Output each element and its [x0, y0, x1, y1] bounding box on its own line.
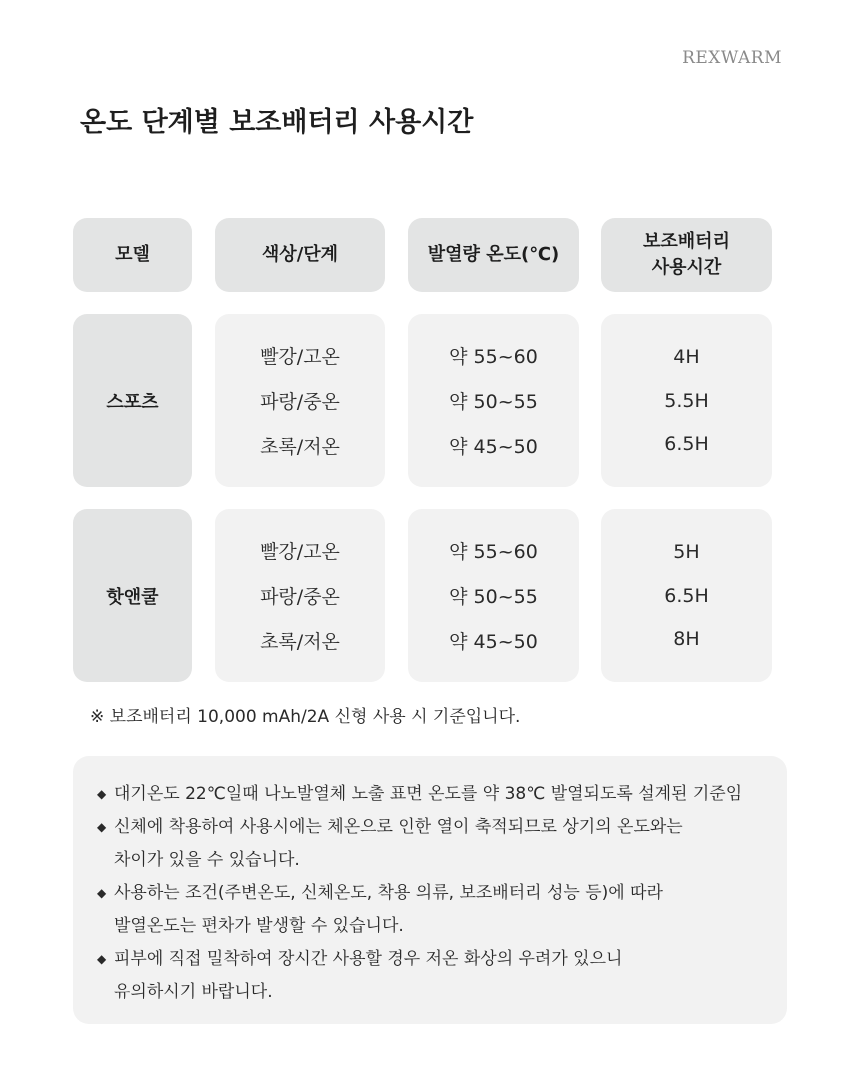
time-cell	[601, 509, 772, 682]
level-cell	[215, 509, 385, 682]
temp-text: 약 45~50	[449, 631, 538, 653]
diamond-bullet-icon: ◆	[97, 952, 107, 966]
time-text: 5H	[673, 540, 700, 563]
header-battery-time	[601, 218, 772, 292]
note-item	[97, 943, 763, 1009]
note-line: 피부에 직접 밀착하여 장시간 사용할 경우 저온 화상의 우려가 있으니	[114, 949, 623, 969]
model-cell	[73, 509, 192, 682]
time-text: 6.5H	[664, 584, 709, 607]
header-temp	[408, 218, 579, 292]
note-item	[97, 811, 763, 877]
time-cell	[601, 314, 772, 487]
header-level-label: 색상/단계	[261, 244, 339, 265]
level-text: 초록/저온	[260, 631, 340, 653]
model-name: 스포츠	[106, 391, 159, 413]
note-text	[114, 877, 763, 943]
note-text	[114, 811, 763, 877]
model-cell	[73, 314, 192, 487]
temp-text: 약 55~60	[449, 541, 538, 563]
level-cell	[215, 314, 385, 487]
note-line: 유의하시기 바랍니다.	[114, 982, 273, 1002]
header-model	[73, 218, 192, 292]
level-text: 파랑/중온	[260, 391, 340, 413]
header-level	[215, 218, 385, 292]
note-text	[114, 778, 763, 811]
time-text: 6.5H	[664, 433, 709, 456]
temp-text: 약 50~55	[449, 586, 538, 608]
temp-cell	[408, 509, 579, 682]
header-battery-time-line1: 보조배터리	[643, 231, 730, 252]
model-name: 핫앤쿨	[106, 586, 159, 608]
temp-text: 약 55~60	[449, 346, 538, 368]
header-temp-label: 발열량 온도(℃)	[427, 244, 560, 265]
diamond-bullet-icon: ◆	[97, 820, 107, 834]
footnote: ※ 보조배터리 10,000 mAh/2A 신형 사용 시 기준입니다.	[90, 707, 521, 727]
temp-text: 약 50~55	[449, 391, 538, 413]
header-battery-time-line2: 사용시간	[651, 257, 722, 278]
time-text: 8H	[673, 628, 700, 651]
temp-text: 약 45~50	[449, 436, 538, 458]
page-title: 온도 단계별 보조배터리 사용시간	[80, 107, 474, 138]
time-text: 5.5H	[664, 389, 709, 412]
note-item	[97, 778, 763, 811]
temp-cell	[408, 314, 579, 487]
note-line: 대기온도 22℃일때 나노발열체 노출 표면 온도를 약 38℃ 발열되도록 설계된 기준임	[114, 784, 743, 804]
header-model-label: 모델	[115, 244, 150, 265]
level-text: 파랑/중온	[260, 586, 340, 608]
note-text	[114, 943, 763, 1009]
note-line: 차이가 있을 수 있습니다.	[114, 850, 300, 870]
time-text: 4H	[673, 345, 700, 368]
notes-box	[73, 756, 787, 1024]
brand-logo: REXWARM	[682, 48, 782, 68]
diamond-bullet-icon: ◆	[97, 886, 107, 900]
level-text: 초록/저온	[260, 436, 340, 458]
diamond-bullet-icon: ◆	[97, 787, 107, 801]
note-line: 사용하는 조건(주변온도, 신체온도, 착용 의류, 보조배터리 성능 등)에 따라	[114, 883, 663, 903]
level-text: 빨강/고온	[260, 346, 340, 368]
note-line: 발열온도는 편차가 발생할 수 있습니다.	[114, 916, 404, 936]
level-text: 빨강/고온	[260, 541, 340, 563]
note-line: 신체에 착용하여 사용시에는 체온으로 인한 열이 축적되므로 상기의 온도와는	[114, 817, 683, 837]
note-item	[97, 877, 763, 943]
